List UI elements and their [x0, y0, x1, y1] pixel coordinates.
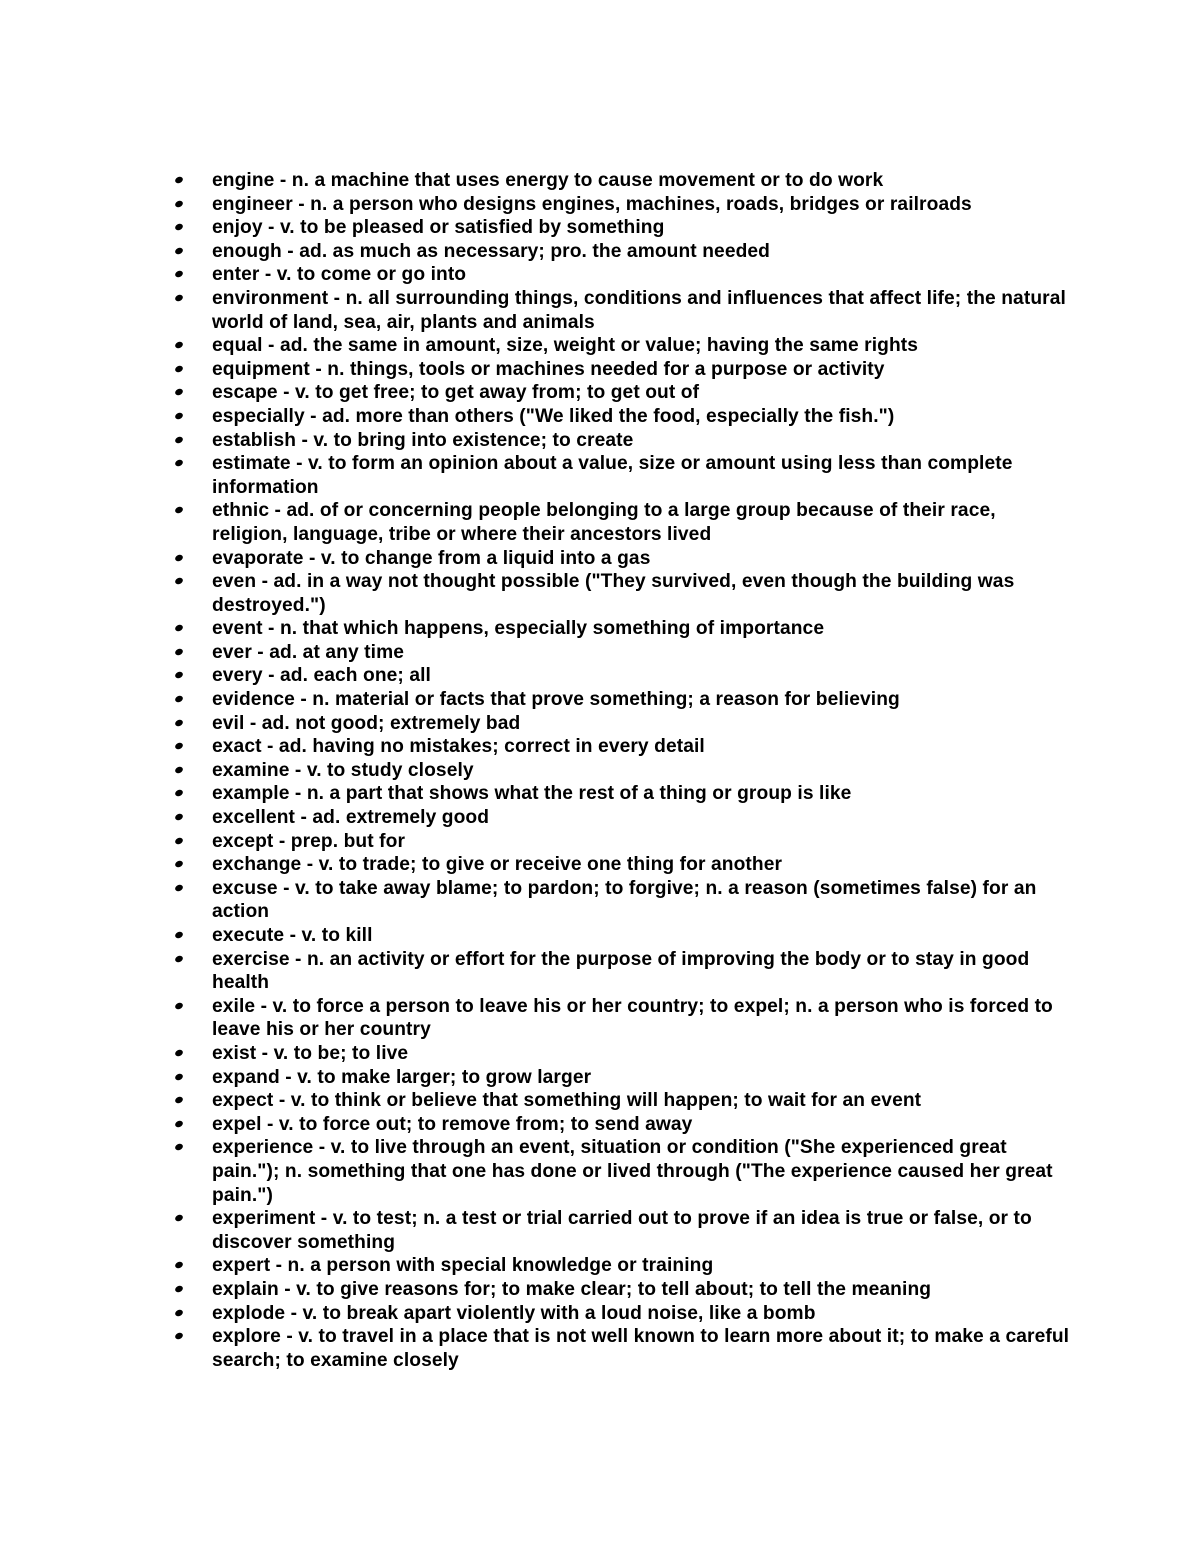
bullet-icon: [174, 270, 184, 279]
bullet-icon: [174, 1049, 184, 1058]
bullet-icon: [174, 1332, 184, 1341]
entry-text: even - ad. in a way not thought possible ("They survived, even though the building was destroyed."): [212, 571, 1015, 616]
entry-text: example - n. a part that shows what the rest of a thing or group is like: [212, 783, 852, 805]
entry-text: experience - v. to live through an event, situation or condition ("She experienced great pain."); n. something that one has done or lived through ("The experience caused her great pain."): [212, 1137, 1053, 1206]
list-item: [170, 688, 1070, 712]
list-item: [170, 664, 1070, 688]
entry-text: evil - ad. not good; extremely bad: [212, 712, 521, 734]
entry-text: ever - ad. at any time: [212, 641, 405, 663]
list-item: [170, 735, 1070, 759]
list-item: [170, 712, 1070, 736]
entry-text: evaporate - v. to change from a liquid into a gas: [212, 547, 651, 569]
bullet-icon: [174, 506, 184, 515]
list-item: [170, 1042, 1070, 1066]
entry-text: estimate - v. to form an opinion about a value, size or amount using less than complete information: [212, 453, 1013, 498]
entry-text: exchange - v. to trade; to give or receive one thing for another: [212, 854, 783, 876]
list-item: [170, 452, 1070, 499]
list-item: [170, 995, 1070, 1042]
list-item: [170, 877, 1070, 924]
list-item: [170, 1278, 1070, 1302]
entry-text: explore - v. to travel in a place that is not well known to learn more about it; to make a careful search; to examine closely: [212, 1326, 1070, 1371]
entry-text: equal - ad. the same in amount, size, weight or value; having the same rights: [212, 335, 919, 357]
list-item: [170, 263, 1070, 287]
bullet-icon: [174, 577, 184, 586]
list-item: [170, 547, 1070, 571]
bullet-icon: [174, 789, 184, 798]
entry-text: expert - n. a person with special knowledge or training: [212, 1255, 714, 1277]
bullet-icon: [174, 1072, 184, 1081]
list-item: [170, 641, 1070, 665]
bullet-icon: [174, 1119, 184, 1128]
list-item: [170, 924, 1070, 948]
entry-text: escape - v. to get free; to get away from; to get out of: [212, 382, 700, 404]
bullet-icon: [174, 1261, 184, 1270]
bullet-icon: [174, 553, 184, 562]
entry-text: expel - v. to force out; to remove from; to send away: [212, 1113, 693, 1135]
bullet-icon: [174, 624, 184, 633]
list-item: [170, 782, 1070, 806]
bullet-icon: [174, 294, 184, 303]
bullet-icon: [174, 412, 184, 421]
entry-text: ethnic - ad. of or concerning people belonging to a large group because of their race, religion, language, tribe or where their ancestors lived: [212, 500, 996, 545]
list-item: [170, 287, 1070, 334]
bullet-icon: [174, 246, 184, 255]
entry-text: expand - v. to make larger; to grow larger: [212, 1066, 592, 1088]
entry-text: evidence - n. material or facts that prove something; a reason for believing: [212, 689, 900, 711]
entry-text: exact - ad. having no mistakes; correct in every detail: [212, 736, 705, 758]
entry-text: excuse - v. to take away blame; to pardon; to forgive; n. a reason (sometimes false) for an action: [212, 877, 1037, 923]
entry-text: expect - v. to think or believe that something will happen; to wait for an event: [212, 1090, 922, 1112]
entry-text: especially - ad. more than others ("We liked the food, especially the fish."): [212, 405, 895, 427]
bullet-icon: [174, 883, 184, 892]
bullet-icon: [174, 1001, 184, 1010]
entry-text: engineer - n. a person who designs engines, machines, roads, bridges or railroads: [212, 193, 972, 215]
list-item: [170, 806, 1070, 830]
list-item: [170, 759, 1070, 783]
entry-text: explain - v. to give reasons for; to make clear; to tell about; to tell the meaning: [212, 1278, 932, 1300]
bullet-icon: [174, 388, 184, 397]
entry-text: examine - v. to study closely: [212, 759, 474, 781]
list-item: [170, 381, 1070, 405]
entry-text: event - n. that which happens, especially something of importance: [212, 618, 825, 640]
entry-text: engine - n. a machine that uses energy to cause movement or to do work: [212, 170, 884, 191]
entry-text: establish - v. to bring into existence; to create: [212, 429, 634, 451]
bullet-icon: [174, 176, 184, 185]
bullet-icon: [174, 1214, 184, 1223]
bullet-icon: [174, 742, 184, 751]
entry-text: except - prep. but for: [212, 830, 406, 852]
list-item: [170, 216, 1070, 240]
list-item: [170, 1302, 1070, 1326]
bullet-icon: [174, 364, 184, 373]
list-item: [170, 169, 1070, 193]
list-item: [170, 1136, 1070, 1207]
bullet-icon: [174, 1284, 184, 1293]
entry-text: experiment - v. to test; n. a test or trial carried out to prove if an idea is true or false, or to discover something: [212, 1208, 1032, 1253]
bullet-icon: [174, 954, 184, 963]
entry-text: enjoy - v. to be pleased or satisfied by something: [212, 217, 665, 239]
list-item: [170, 1207, 1070, 1254]
list-item: [170, 1113, 1070, 1137]
list-item: [170, 1254, 1070, 1278]
entry-text: exercise - n. an activity or effort for the purpose of improving the body or to stay in good health: [212, 948, 1030, 994]
list-item: [170, 948, 1070, 995]
bullet-icon: [174, 1096, 184, 1105]
bullet-icon: [174, 860, 184, 869]
bullet-icon: [174, 647, 184, 656]
bullet-icon: [174, 813, 184, 822]
entry-text: equipment - n. things, tools or machines needed for a purpose or activity: [212, 358, 885, 380]
entry-text: every - ad. each one; all: [212, 665, 431, 687]
bullet-icon: [174, 459, 184, 468]
bullet-icon: [174, 199, 184, 208]
list-item: [170, 1089, 1070, 1113]
bullet-icon: [174, 1308, 184, 1317]
bullet-icon: [174, 836, 184, 845]
list-item: [170, 1066, 1070, 1090]
list-item: [170, 405, 1070, 429]
bullet-icon: [174, 435, 184, 444]
entry-text: explode - v. to break apart violently with a loud noise, like a bomb: [212, 1302, 816, 1324]
list-item: [170, 830, 1070, 854]
entry-text: exile - v. to force a person to leave his or her country; to expel; n. a person who is forced to leave his or her country: [212, 995, 1053, 1041]
bullet-icon: [174, 931, 184, 940]
list-item: [170, 499, 1070, 546]
bullet-icon: [174, 718, 184, 727]
list-item: [170, 429, 1070, 453]
bullet-icon: [174, 695, 184, 704]
entry-text: execute - v. to kill: [212, 925, 373, 946]
vocabulary-list: [170, 169, 1070, 1372]
list-item: [170, 570, 1070, 617]
bullet-icon: [174, 1143, 184, 1152]
list-item: [170, 617, 1070, 641]
bullet-icon: [174, 341, 184, 350]
list-item: [170, 358, 1070, 382]
entry-text: enter - v. to come or go into: [212, 264, 467, 286]
list-item: [170, 1325, 1070, 1372]
entry-text: excellent - ad. extremely good: [212, 807, 490, 829]
entry-text: exist - v. to be; to live: [212, 1042, 409, 1064]
bullet-icon: [174, 223, 184, 232]
list-item: [170, 240, 1070, 264]
bullet-icon: [174, 765, 184, 774]
entry-text: enough - ad. as much as necessary; pro. the amount needed: [212, 240, 771, 262]
entry-text: environment - n. all surrounding things, conditions and influences that affect life; the natural world of land, sea, air, plants and animals: [212, 287, 1066, 333]
list-item: [170, 193, 1070, 217]
list-item: [170, 334, 1070, 358]
bullet-icon: [174, 671, 184, 680]
list-item: [170, 853, 1070, 877]
